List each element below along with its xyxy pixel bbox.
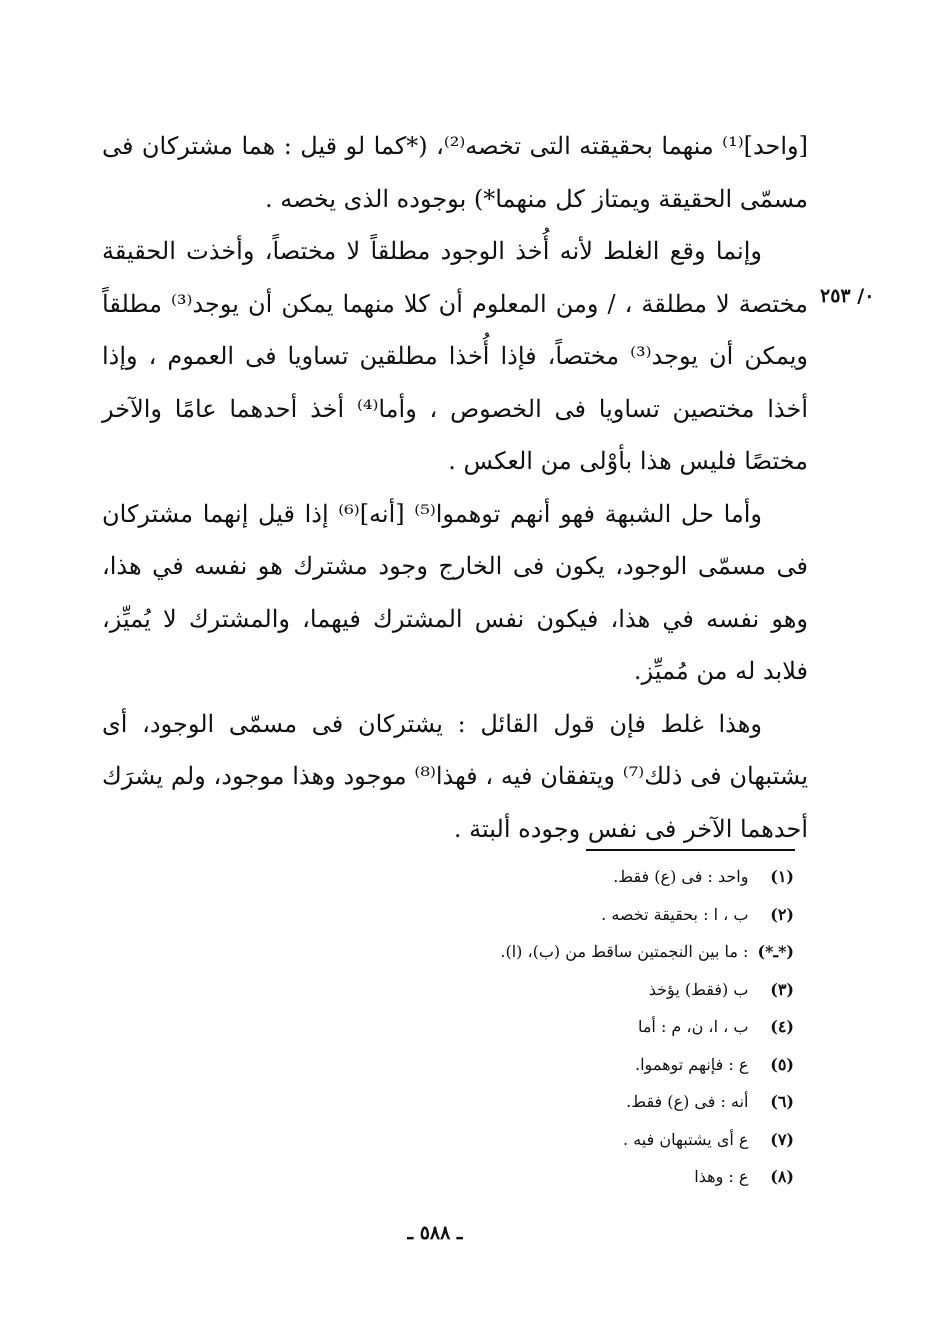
footnote-number: (٤)	[770, 1017, 794, 1036]
footnote-text: ب (فقط) يؤخذ	[648, 979, 749, 999]
footnote-separator	[586, 849, 795, 851]
footnote-number: (٣)	[770, 979, 794, 999]
page-number: ـ ٥٨٨ ـ	[407, 1222, 463, 1244]
footnote-text: واحد : فى (ع) فقط.	[613, 867, 749, 886]
footnote-item	[344, 1158, 794, 1196]
footnote-text: ع : وهذا	[694, 1167, 749, 1186]
paragraph-2: وإنما وقع الغلط لأنه أُخذ الوجود مطلقاً لا مختصاً، وأخذت الحقيقة مختصة لا مطلقة ، / ومن المعلوم أن كلا منهما يمكن أن يوجد⁽³⁾ مطلقاً ويمكن أن يوجد⁽³⁾ مختصاً، فإذا أُخذا مطلقين تساويا فى العموم ، وإذا أخذا مختصين تساويا فى الخصوص ، وأما⁽⁴⁾ أخذ أحدهما عامًا والآخر مختصًا فليس هذا بأوْلى من العكس .	[102, 237, 809, 475]
footnote-number: (*ـ*)	[757, 942, 794, 961]
footnote-item	[344, 896, 794, 934]
footnote-number: (٦)	[770, 1092, 794, 1111]
footnotes	[344, 858, 794, 1196]
footnote-item	[344, 1008, 794, 1046]
footnote-number: (٧)	[770, 1129, 794, 1149]
paragraph-3: وأما حل الشبهة فهو أنهم توهموا⁽⁵⁾ [أنه]⁽⁶⁾ إذا قيل إنهما مشتركان فى مسمّى الوجود، يكون فى الخارج وجود مشترك هو نفسه في هذا، وهو نفسه في هذا، فيكون نفس المشترك فيهما، والمشترك لا يُميِّز، فلابد له من مُميِّز.	[102, 499, 808, 685]
footnote-text: ب ، ا، ن، م : أما	[637, 1017, 749, 1036]
footnote-text: ب ، ا : بحقيقة تخصه .	[601, 904, 749, 924]
footnote-item	[344, 971, 794, 1009]
margin-page-reference: ٠/ ٢٥٣	[820, 285, 875, 307]
footnote-item	[344, 1121, 794, 1159]
footnote-number: (٨)	[770, 1167, 794, 1186]
footnote-text: : ما بين النجمتين ساقط من (ب)، (ا).	[500, 942, 749, 961]
footnote-item	[344, 858, 794, 896]
footnote-item	[344, 1083, 794, 1121]
footnote-text: ع أى يشتبهان فيه .	[623, 1129, 749, 1149]
footnote-number: (٥)	[770, 1054, 794, 1074]
footnote-number: (٢)	[770, 904, 794, 924]
footnote-text: ع : فإنهم توهموا.	[635, 1054, 749, 1074]
footnote-number: (١)	[770, 867, 794, 886]
paragraph-1: [واحد]⁽¹⁾ منهما بحقيقته التى تخصه⁽²⁾، (*كما لو قيل : هما مشتركان فى مسمّى الحقيقة ويمتاز كل منهما*) بوجوده الذى يخصه .	[102, 132, 808, 213]
footnote-item	[344, 933, 794, 971]
footnote-item	[344, 1046, 794, 1084]
footnote-text: أنه : فى (ع) فقط.	[626, 1092, 749, 1111]
main-text	[102, 120, 808, 855]
paragraph-4: وهذا غلط فإن قول القائل : يشتركان فى مسمّى الوجود، أى يشتبهان فى ذلك⁽⁷⁾ ويتفقان فيه ، فهذا⁽⁸⁾ موجود وهذا موجود، ولم يشرَك أحدهما الآخر فى نفس وجوده ألبتة .	[102, 709, 808, 843]
